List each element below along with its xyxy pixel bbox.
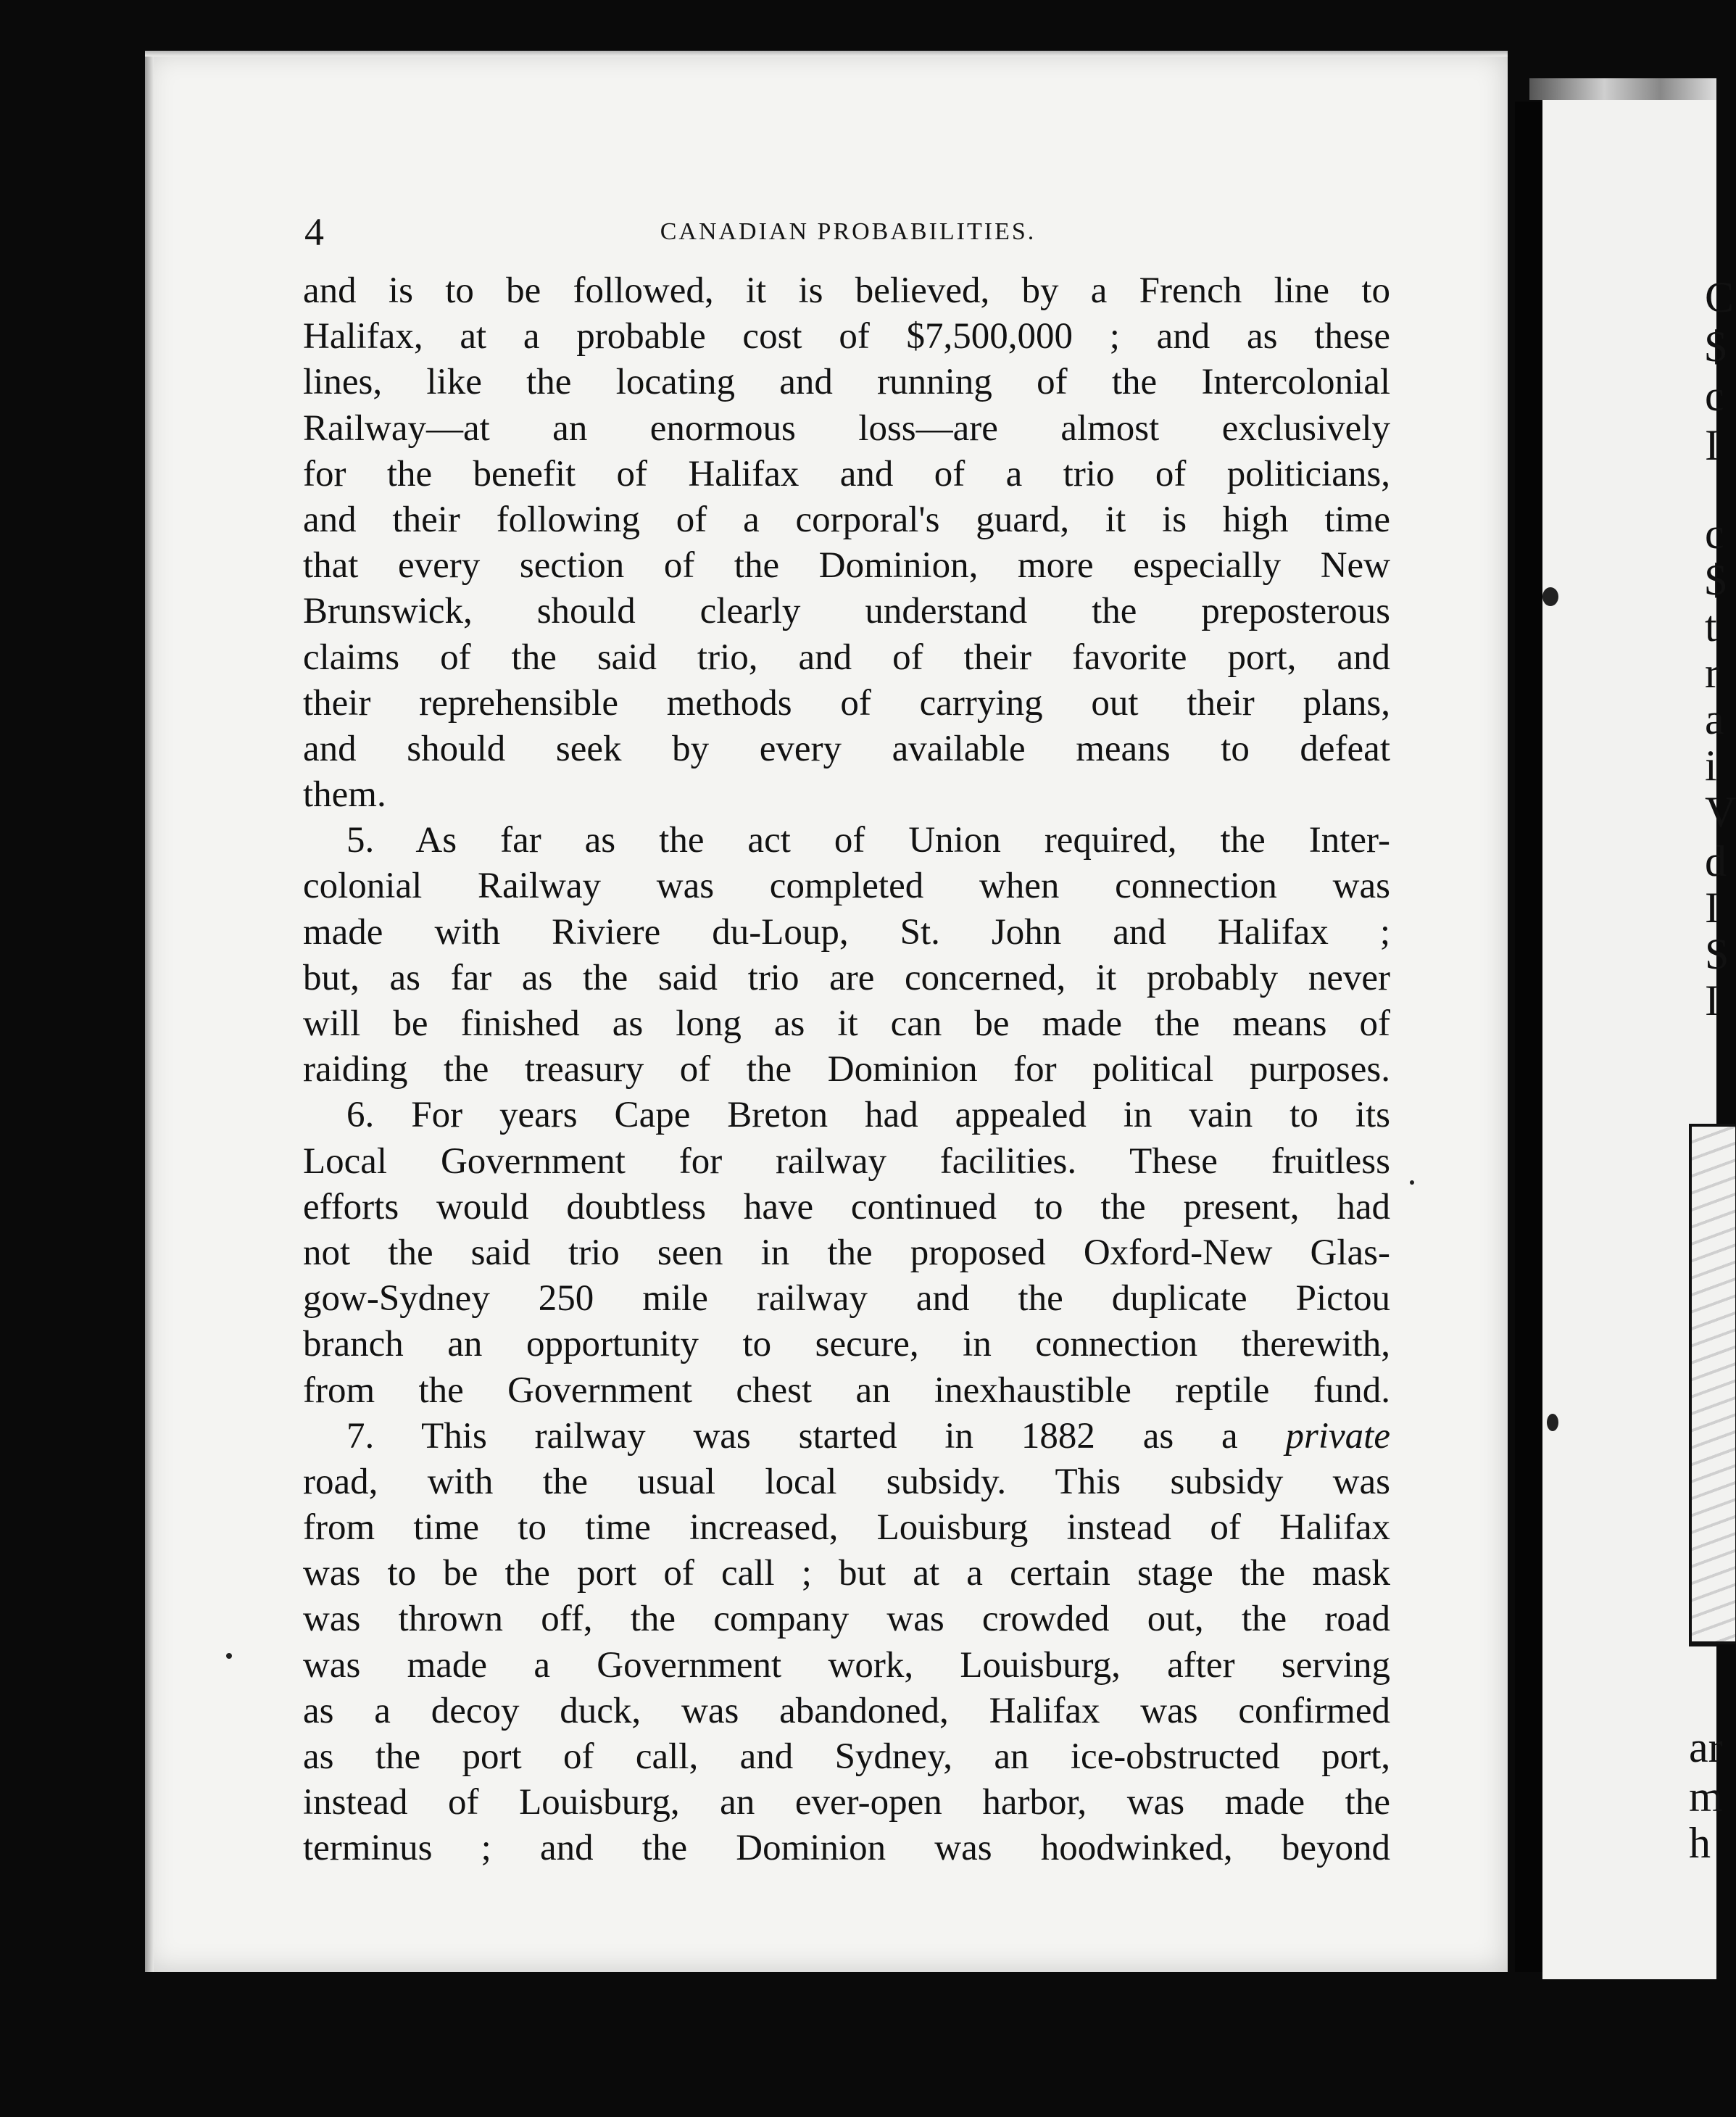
facing-fragment: c [1705,510,1724,558]
text-segment: road, with the usual local subsidy. This subsidy was [303,1461,1390,1502]
text-segment: was thrown off, the company was crowded out, the road [303,1599,1390,1640]
facing-fragment: I [1705,884,1719,932]
page-number: 4 [304,210,324,254]
text-line [303,1780,1390,1826]
text-line [303,956,1390,1001]
text-line [303,1001,1390,1047]
page-left-edge [145,51,154,1972]
text-line [303,1689,1390,1734]
text-segment: them. [303,774,386,816]
facing-fragment: m [1689,1773,1723,1820]
text-segment: claims of the said trio, and of their favorite port, and [303,637,1390,678]
text-segment: branch an opportunity to secure, in connection therewith, [303,1324,1390,1365]
text-line [303,1734,1390,1780]
text-line [303,1230,1390,1276]
page-header [304,207,1392,257]
text-segment: and should seek by every available means to defeat [303,728,1390,769]
text-line [303,1368,1390,1414]
text-line [303,635,1390,681]
text-line [303,818,1390,863]
text-line [303,1596,1390,1642]
text-line [303,726,1390,772]
text-segment: for the benefit of Halifax and of a trio of politicians, [303,453,1390,494]
text-segment: 5. As far as the act of Union required, the Inter- [346,820,1390,861]
text-line [303,497,1390,543]
facing-fragment: r [1705,649,1719,697]
text-segment: 7. This railway was started in 1882 as a [346,1415,1286,1457]
facing-fragment: I [1705,421,1719,469]
scan-speck [1410,1180,1414,1185]
scan-speck [226,1653,232,1659]
text-segment: and is to be followed, it is believed, by a French line to [303,270,1390,311]
facing-page-top-edge [1529,78,1716,100]
text-segment: and their following of a corporal's guard, it is high time [303,499,1390,540]
facing-fragment: ar [1689,1723,1723,1771]
text-segment: raiding the treasury of the Dominion for political purposes. [303,1049,1390,1090]
text-segment: that every section of the Dominion, more especially New [303,545,1390,587]
text-line [303,314,1390,360]
text-segment: not the said trio seen in the proposed Oxford-New Glas- [303,1232,1390,1273]
text-line [303,1047,1390,1093]
text-segment: as the port of call, and Sydney, an ice-obstructed port, [303,1736,1390,1777]
page-top-edge [145,51,1508,57]
text-segment: as a decoy duck, was abandoned, Halifax was confirmed [303,1690,1390,1731]
text-segment: from the Government chest an inexhaustible reptile fund. [303,1370,1390,1411]
text-segment: their reprehensible methods of carrying out their plans, [303,682,1390,724]
text-line [303,910,1390,956]
text-segment: will be finished as long as it can be made the means of [303,1003,1390,1044]
text-segment: Halifax, at a probable cost of $7,500,000 ; and as these [303,316,1390,357]
text-line [303,452,1390,497]
text-line [303,1643,1390,1689]
text-segment: 6. For years Cape Breton had appealed in vain to its [346,1095,1390,1136]
text-segment: efforts would doubtless have continued to the present, had [303,1186,1390,1227]
text-line [303,1185,1390,1230]
text-line [303,1093,1390,1138]
facing-fragment: C [1705,273,1735,321]
text-line [303,543,1390,589]
facing-page-rule [1689,1642,1716,1646]
text-segment: Railway—at an enormous loss—are almost exclusively [303,407,1390,449]
text-segment: lines, like the locating and running of the Intercolonial [303,362,1390,403]
text-line [303,1505,1390,1551]
text-segment: colonial Railway was completed when connection was [303,866,1390,907]
text-line [303,1414,1390,1459]
text-segment: gow-Sydney 250 mile railway and the duplicate Pictou [303,1278,1390,1320]
facing-fragment: h [1689,1819,1711,1867]
text-line [303,1826,1390,1871]
book-gutter [1515,102,1542,1972]
facing-fragment: V [1705,788,1736,836]
facing-fragment: c [1705,372,1724,420]
text-segment: terminus ; and the Dominion was hoodwinked, beyond [303,1828,1390,1869]
text-line [303,681,1390,726]
facing-fragment: i [1705,742,1717,790]
text-line [303,268,1390,314]
text-line [303,589,1390,634]
facing-fragment: a [1705,695,1724,743]
text-segment: Brunswick, should clearly understand the preposterous [303,591,1390,632]
text-line [303,772,1390,818]
facing-page-illustration [1689,1124,1735,1644]
scan-speck [1547,1414,1558,1431]
text-segment: was made a Government work, Louisburg, after serving [303,1644,1390,1686]
facing-fragment: $ [1705,556,1727,604]
facing-fragment: d [1705,837,1727,885]
text-segment: instead of Louisburg, an ever-open harbor, was made the [303,1782,1390,1823]
scan-speck [1542,587,1558,606]
text-segment: from time to time increased, Louisburg instead of Halifax [303,1507,1390,1549]
text-segment: but, as far as the said trio are concerned, it probably never [303,957,1390,998]
running-head: CANADIAN PROBABILITIES. [660,218,1037,245]
text-line [303,1459,1390,1505]
text-line [303,1276,1390,1322]
text-segment: made with Riviere du-Loup, St. John and Halifax ; [303,911,1390,953]
facing-fragment: t [1705,602,1717,650]
facing-fragment: I [1705,977,1719,1024]
facing-fragment: $ [1705,323,1727,370]
body-text [303,268,1390,1872]
italic-word: private [1285,1415,1390,1457]
text-line [303,1551,1390,1596]
text-line [303,360,1390,405]
facing-page [1542,80,1716,1979]
text-line [303,1139,1390,1185]
text-segment: was to be the port of call ; but at a certain stage the mask [303,1553,1390,1594]
text-line [303,406,1390,452]
text-segment: Local Government for railway facilities. These fruitless [303,1140,1390,1182]
text-line [303,863,1390,909]
text-line [303,1322,1390,1367]
facing-fragment: S [1705,930,1729,978]
